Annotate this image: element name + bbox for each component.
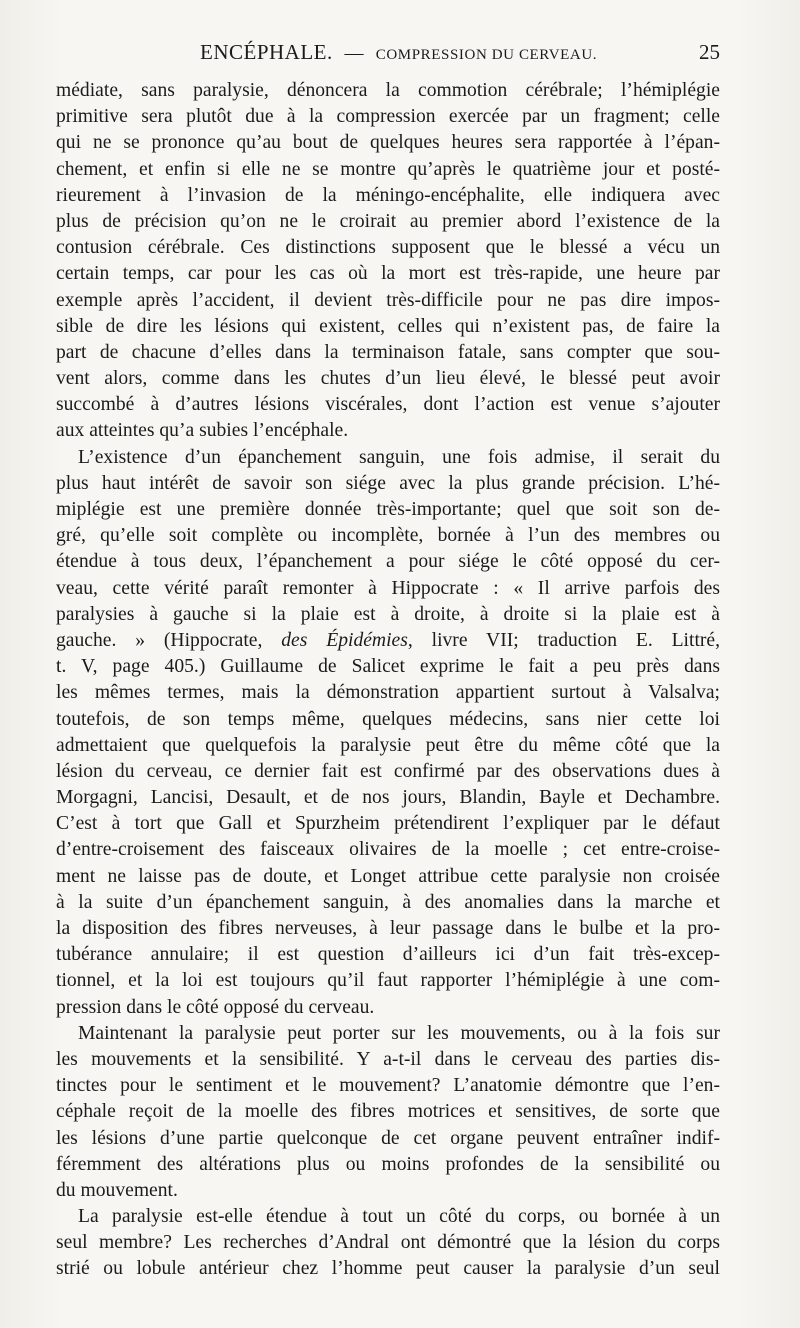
text-line: aux atteintes qu’a subies l’encéphale. xyxy=(56,420,349,442)
text-line: à la suite d’un épanchement sanguin, à des anomalies dans la marche et xyxy=(56,891,720,913)
text-line: exemple après l’accident, il devient très-difficile pour ne pas dire impos- xyxy=(56,289,720,311)
text-line: vent alors, comme dans les chutes d’un lieu élevé, le blessé peut avoir xyxy=(56,368,720,390)
page-number: 25 xyxy=(699,40,720,64)
text-line: gré, qu’elle soit complète ou incomplète, bornée à l’un des membres ou xyxy=(56,525,720,547)
running-head xyxy=(56,40,720,70)
text-line: plus haut intérêt de savoir son siége avec la plus grande précision. L’hé- xyxy=(56,472,720,494)
section-title: COMPRESSION DU CERVEAU. xyxy=(375,47,598,63)
text-line: d’entre-croisement des faisceaux olivaires de la moelle ; cet entre-croise- xyxy=(56,839,720,861)
chapter-title: ENCÉPHALE. xyxy=(200,40,333,64)
text-line: plus de précision qu’on ne le croirait au premier abord l’existence de la xyxy=(56,210,720,232)
text-line: les lésions d’une partie quelconque de cet organe peuvent entraîner indif- xyxy=(56,1127,720,1149)
text-line: lésion du cerveau, ce dernier fait est confirmé par des observations dues à xyxy=(56,760,720,782)
text-line: gauche. » (Hippocrate, des Épidémies, livre VII; traduction E. Littré, xyxy=(56,629,720,651)
text-line: du mouvement. xyxy=(56,1179,178,1201)
text-line: admettaient que quelquefois la paralysie peut être du même côté que la xyxy=(56,734,720,756)
text-line: féremment des altérations plus ou moins profondes de la sensibilité ou xyxy=(56,1153,720,1175)
text-line: les mêmes termes, mais la démonstration appartient surtout à Valsalva; xyxy=(56,682,720,704)
text-line: strié ou lobule antérieur chez l’homme peut causer la paralysie d’un seul xyxy=(56,1258,720,1280)
text-line: part de chacune d’elles dans la terminaison fatale, sans compter que sou- xyxy=(56,341,720,363)
text-line: tubérance annulaire; il est question d’ailleurs ici d’un fait très-excep- xyxy=(56,944,720,966)
text-line: rieurement à l’invasion de la méningo-encéphalite, elle indiquera avec xyxy=(56,184,720,206)
text-line: paralysies à gauche si la plaie est à droite, à droite si la plaie est à xyxy=(56,603,720,625)
text-line: primitive sera plutôt due à la compression exercée par un fragment; celle xyxy=(56,106,720,128)
text-line: succombé à d’autres lésions viscérales, dont l’action est venue s’ajouter xyxy=(56,394,720,416)
text-line: contusion cérébrale. Ces distinctions supposent que le blessé a vécu un xyxy=(56,237,720,259)
text-line: veau, cette vérité paraît remonter à Hippocrate : « Il arrive parfois des xyxy=(56,577,720,599)
text-line: sible de dire les lésions qui existent, celles qui n’existent pas, de faire la xyxy=(56,315,720,337)
running-title xyxy=(200,40,597,65)
title-separator: — xyxy=(344,43,364,64)
italic-title: des Épidémies xyxy=(281,629,408,651)
text-line: seul membre? Les recherches d’Andral ont démontré que la lésion du corps xyxy=(56,1232,720,1254)
text-line: médiate, sans paralysie, dénoncera la commotion cérébrale; l’hémiplégie xyxy=(56,80,720,101)
text-line: céphale reçoit de la moelle des fibres motrices et sensitives, de sorte que xyxy=(56,1101,720,1123)
text-line: Maintenant la paralysie peut porter sur les mouvements, ou à la fois sur xyxy=(78,1022,720,1044)
text-line: t. V, page 405.) Guillaume de Salicet exprime le fait a peu près dans xyxy=(56,656,720,678)
text-line: la disposition des fibres nerveuses, à leur passage dans le bulbe et la pro- xyxy=(56,918,720,939)
text-line: toutefois, de son temps même, quelques médecins, sans nier cette loi xyxy=(56,708,720,730)
text-line: L’existence d’un épanchement sanguin, une fois admise, il serait du xyxy=(78,446,720,468)
text-line: qui ne se prononce qu’au bout de quelques heures sera rapportée à l’épan- xyxy=(56,132,720,154)
text-line: tionnel, et la loi est toujours qu’il faut rapporter l’hémiplégie à une com- xyxy=(56,970,720,992)
text-line: La paralysie est-elle étendue à tout un côté du corps, ou bornée à un xyxy=(78,1206,720,1228)
text-line: C’est à tort que Gall et Spurzheim prétendirent l’expliquer par le défaut xyxy=(56,813,720,835)
text-line: tinctes pour le sentiment et le mouvement? L’anatomie démontre que l’en- xyxy=(56,1075,720,1097)
text-line: étendue à tous deux, l’épanchement a pour siége le côté opposé du cer- xyxy=(56,551,720,573)
body-text xyxy=(56,78,720,1283)
text-line: miplégie est une première donnée très-importante; quel que soit son de- xyxy=(56,499,720,520)
text-line: pression dans le côté opposé du cerveau. xyxy=(56,996,375,1018)
text-line: ment ne laisse pas de doute, et Longet attribue cette paralysie non croisée xyxy=(56,865,720,887)
text-line: Morgagni, Lancisi, Desault, et de nos jours, Blandin, Bayle et Dechambre. xyxy=(56,787,720,809)
text-line: certain temps, car pour les cas où la mort est très-rapide, une heure par xyxy=(56,263,720,285)
text-line: les mouvements et la sensibilité. Y a-t-il dans le cerveau des parties dis- xyxy=(56,1048,720,1070)
text-line: chement, et enfin si elle ne se montre qu’après le quatrième jour et posté- xyxy=(56,158,720,180)
